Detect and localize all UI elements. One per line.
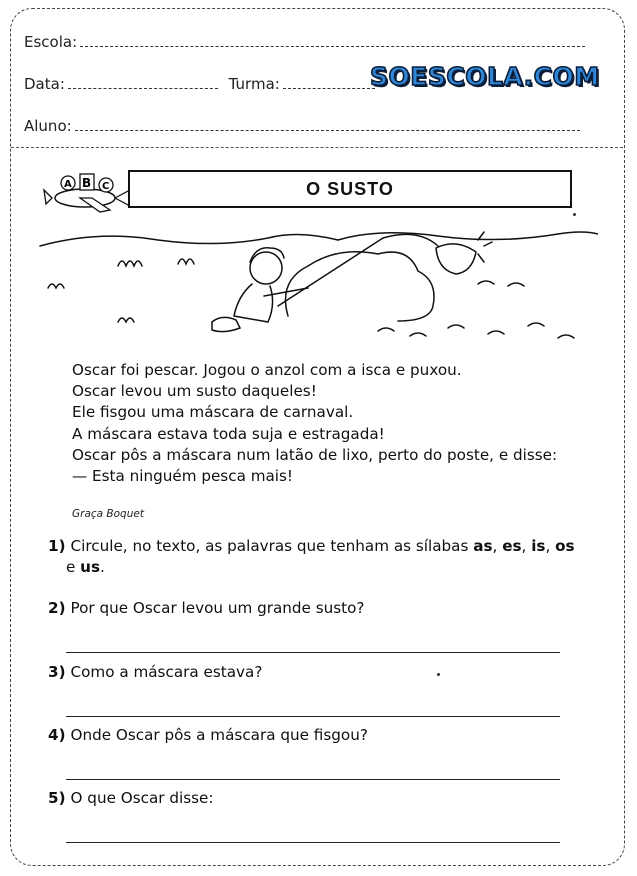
question-text: Circule, no texto, as palavras que tenham as sílabas (70, 537, 474, 555)
story-line: Ele fisgou uma máscara de carnaval. (72, 403, 354, 422)
fishing-scene-illustration (38, 226, 598, 356)
syllable-os: os (555, 537, 575, 555)
story-line: A máscara estava toda suja e estragada! (72, 424, 385, 443)
date-field[interactable] (68, 88, 218, 89)
question-text: O que Oscar disse: (70, 789, 214, 807)
answer-line-3[interactable] (66, 716, 560, 717)
class-label: Turma: (228, 75, 280, 93)
story-line: Oscar pôs a máscara num latão de lixo, perto do poste, e disse: (72, 445, 558, 464)
svg-text:B: B (82, 176, 92, 190)
syllable-as: as (473, 537, 493, 555)
airplane-illustration (40, 168, 132, 218)
svg-text:A: A (64, 179, 72, 190)
question-text: Por que Oscar levou um grande susto? (70, 599, 365, 617)
question-number: 2) (48, 599, 66, 617)
school-row (24, 33, 585, 51)
site-logo: SOESCOLA.COM (370, 62, 600, 91)
story-author: Graça Boquet (72, 508, 144, 520)
syllable-us: us (80, 558, 101, 576)
question-number: 4) (48, 726, 66, 744)
stray-dot (437, 673, 440, 676)
question-text-cont: e (66, 558, 81, 576)
question-number: 3) (48, 663, 66, 681)
answer-line-5[interactable] (66, 842, 560, 843)
student-label: Aluno: (24, 117, 72, 135)
story-text (72, 360, 557, 487)
school-label: Escola: (24, 33, 78, 51)
syllable-es: es (502, 537, 522, 555)
student-field[interactable] (75, 130, 580, 131)
svg-text:C: C (102, 181, 110, 192)
question-text: Como a máscara estava? (70, 663, 263, 681)
title-banner (128, 170, 572, 208)
story-line: Oscar levou um susto daqueles! (72, 382, 317, 401)
header-divider (11, 147, 623, 148)
question-3 (48, 662, 262, 683)
student-row (24, 117, 580, 135)
page-title: O SUSTO (306, 178, 394, 199)
date-label: Data: (24, 75, 65, 93)
question-1 (48, 536, 598, 578)
class-field[interactable] (283, 88, 375, 89)
separator: , (521, 537, 532, 555)
separator: , (492, 537, 503, 555)
date-class-row (24, 75, 375, 93)
answer-line-2[interactable] (66, 652, 560, 653)
story-line: — Esta ninguém pesca mais! (72, 467, 294, 486)
banner-dot (573, 213, 576, 216)
separator: , (545, 537, 556, 555)
syllable-is: is (531, 537, 546, 555)
question-4 (48, 725, 368, 746)
question-5 (48, 788, 213, 809)
question-end: . (100, 558, 105, 576)
question-text: Onde Oscar pôs a máscara que fisgou? (70, 726, 368, 744)
story-line: Oscar foi pescar. Jogou o anzol com a isca e puxou. (72, 361, 462, 379)
school-field[interactable] (80, 46, 585, 47)
question-number: 1) (48, 537, 66, 555)
question-number: 5) (48, 789, 66, 807)
question-2 (48, 598, 364, 619)
answer-line-4[interactable] (66, 779, 560, 780)
